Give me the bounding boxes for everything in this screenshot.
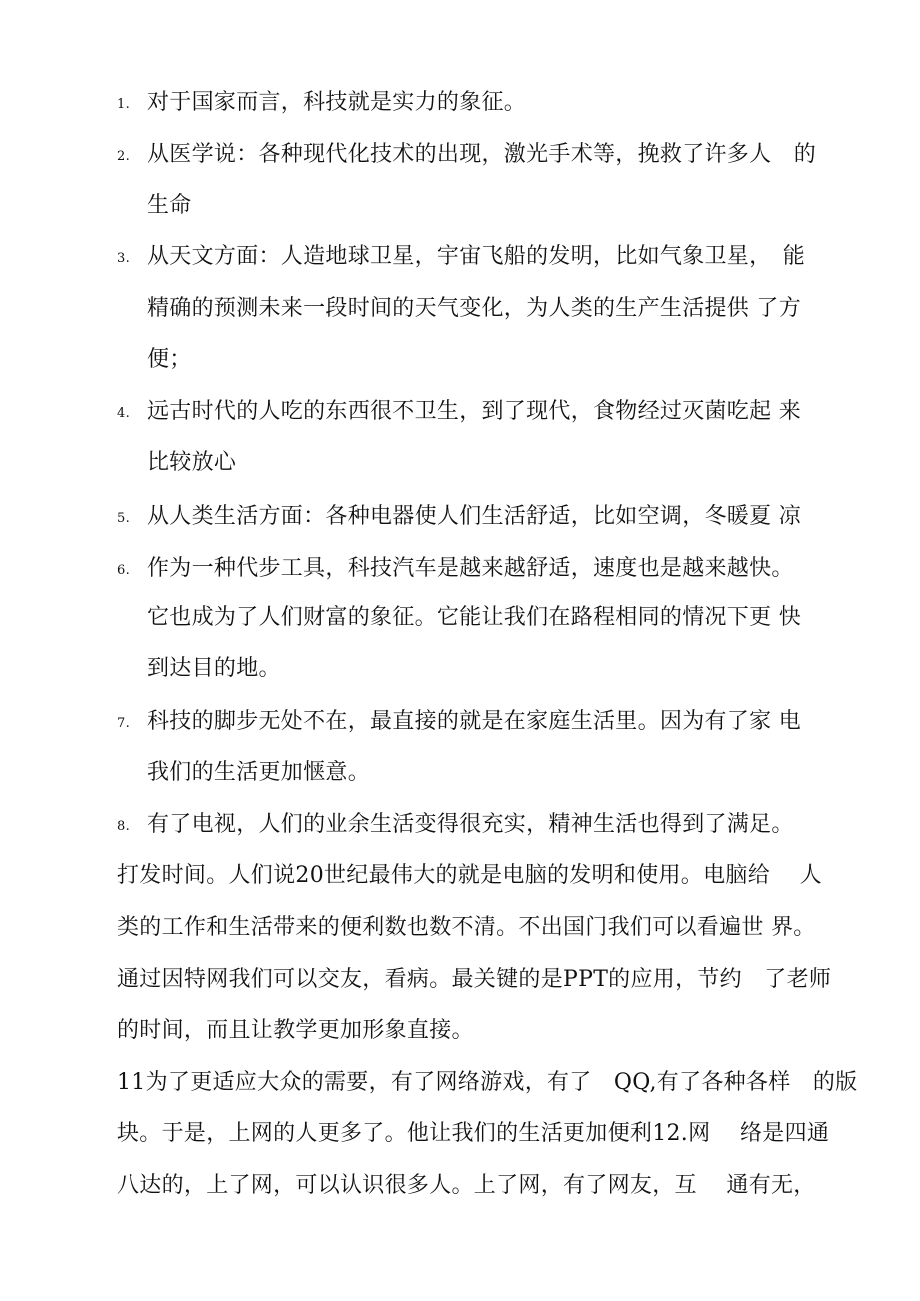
item-number: 1. — [117, 97, 131, 112]
paragraph-text: 通过因特网我们可以交友，看病。最关键的是PPT的应用，节约 了老师 — [117, 967, 832, 992]
item-text: 有了电视，人们的业余生活变得很充实，精神生活也得到了满足。 — [147, 812, 794, 837]
item-text: 生命 — [147, 193, 192, 218]
item-text: 作为一种代步工具，科技汽车是越来越舒适，速度也是越来越快。 — [147, 556, 794, 581]
item-text: 从天文方面：人造地球卫星，宇宙飞船的发明，比如气象卫星， 能 — [147, 244, 806, 269]
item-text: 从人类生活方面：各种电器使人们生活舒适，比如空调，冬暖夏 凉 — [147, 504, 801, 529]
paragraph-text: 八达的，上了网，可以认识很多人。上了网，有了网友，互 通有无， — [117, 1173, 816, 1198]
item-number: 2. — [117, 149, 131, 164]
item-text: 科技的脚步无处不在，最直接的就是在家庭生活里。因为有了家 电 — [147, 709, 801, 734]
paragraph-text: 类的工作和生活带来的便利数也数不清。不出国门我们可以看遍世 界。 — [117, 915, 816, 940]
item-number: 3. — [117, 251, 131, 266]
item-text: 从医学说：各种现代化技术的出现，激光手术等，挽救了许多人 的 — [147, 142, 817, 167]
item-text: 它也成为了人们财富的象征。它能让我们在路程相同的情况下更 快 — [147, 605, 801, 630]
item-number: 4. — [117, 406, 131, 421]
paragraph-text: 打发时间。人们说20世纪最伟大的就是电脑的发明和使用。电脑给 人 — [117, 863, 822, 888]
item-text: 到达目的地。 — [147, 656, 281, 681]
paragraph-text: 11为了更适应大众的需要，有了网络游戏，有了 QQ,有了各种各样 的版 — [117, 1070, 858, 1095]
item-text: 比较放心 — [147, 450, 237, 475]
item-number: 8. — [117, 819, 131, 834]
paragraph-text: 的时间，而且让教学更加形象直接。 — [117, 1018, 474, 1043]
item-number: 6. — [117, 563, 131, 578]
item-number: 7. — [117, 716, 131, 731]
item-text: 精确的预测未来一段时间的天气变化，为人类的生产生活提供 了方 — [147, 296, 801, 321]
item-text: 远古时代的人吃的东西很不卫生，到了现代，食物经过灭菌吃起 来 — [147, 399, 801, 424]
item-number: 5. — [117, 511, 131, 526]
item-text: 便； — [147, 347, 192, 372]
item-text: 我们的生活更加惬意。 — [147, 760, 371, 785]
item-text: 对于国家而言，科技就是实力的象征。 — [147, 90, 527, 115]
paragraph-text: 块。于是，上网的人更多了。他让我们的生活更加便利12.网 络是四通 — [117, 1121, 830, 1146]
